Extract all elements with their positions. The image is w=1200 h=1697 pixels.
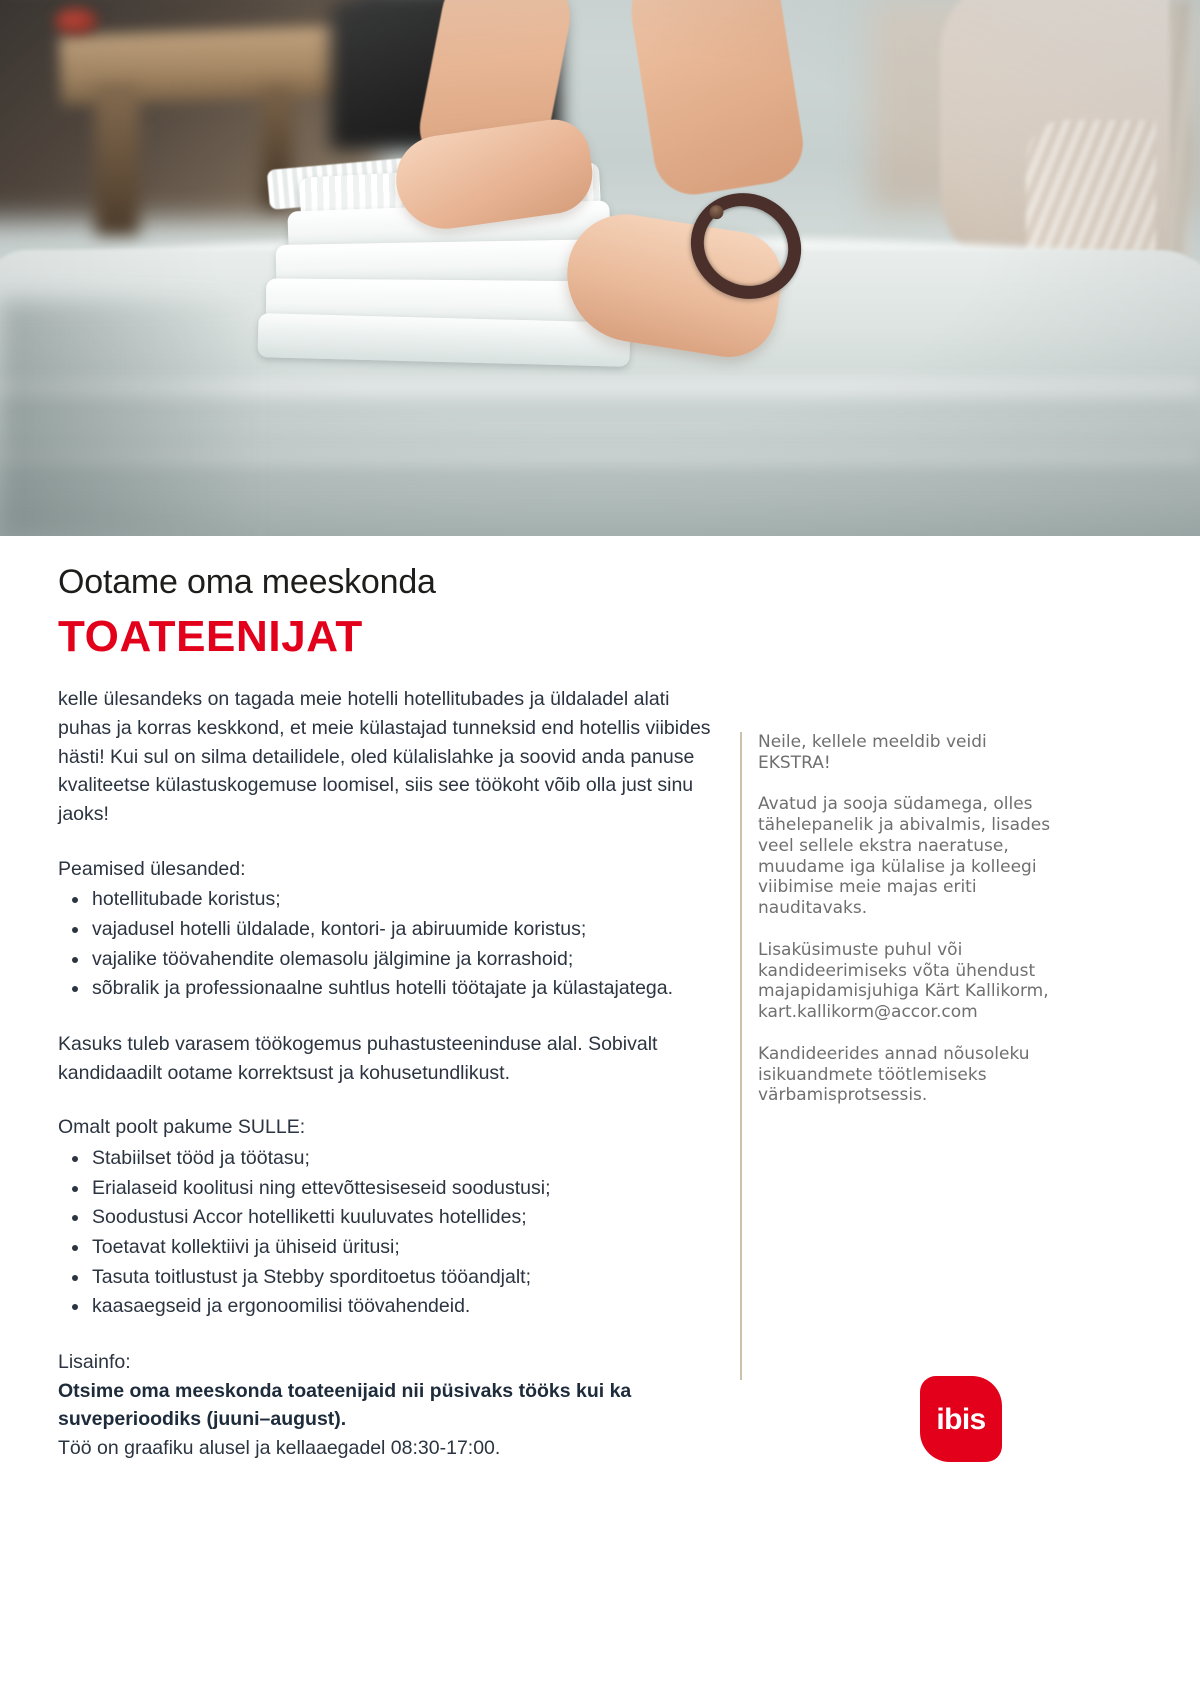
schedule-line: Töö on graafiku alusel ja kellaaegadel 08:30-17:00. [58,1436,501,1459]
expectations-paragraph: Kasuks tuleb varasem töökogemus puhastusteeninduse alal. Sobivalt kandidaadilt ootame korrektsust ja kohusetundlikust. [58,1032,658,1084]
sidebar-extra-heading: Neile, kellele meeldib veidi EKSTRA! [758,732,987,773]
sidebar-culture-paragraph: Avatud ja sooja südamega, olles tähelepanelik ja abivalmis, lisades veel sellele ekstra naeratuse, muudame iga külalise ja kolleegi viibimise meie majas eriti nauditavaks. [758,794,1051,919]
hero-vignette [0,0,1200,536]
page-title: TOATEENIJAT [58,612,363,662]
content-area [0,536,1200,1697]
spacer [58,829,718,855]
tasks-list [58,885,718,1004]
sidebar-column [758,732,1058,1106]
tasks-heading: Peamised ülesanded: [58,857,246,880]
spacer [758,919,1058,940]
hero-image [0,0,1200,536]
spacer [58,1087,718,1113]
spacer [758,1023,1058,1044]
spacer [758,773,1058,794]
offer-heading: Omalt poolt pakume SULLE: [58,1116,306,1139]
page-kicker: Ootame oma meeskonda [58,563,436,601]
ibis-logo [920,1376,1002,1462]
list-item: Erialaseid koolitusi ning ettevõttesiseseid soodustusi; [92,1174,718,1204]
offer-list [58,1144,718,1322]
spacer [58,1004,718,1030]
list-item: Toetavat kollektiivi ja ühiseid üritusi; [92,1233,718,1263]
spacer [58,1322,718,1348]
list-item: Soodustusi Accor hotelliketti kuuluvates hotellides; [92,1203,718,1233]
list-item: hotellitubade koristus; [92,885,718,915]
sidebar-contact-paragraph: Lisaküsimuste puhul või kandideerimiseks võta ühendust majapidamisjuhiga Kärt Kallikorm, kart.kallikorm@accor.com [758,939,1049,1023]
extra-info-bold: Otsime oma meeskonda toateenijaid nii püsivaks tööks kui ka suveperioodiks (juuni–august). [58,1379,632,1431]
list-item: vajadusel hotelli üldalade, kontori- ja abiruumide koristus; [92,915,718,945]
ibis-logo-text: ibis [936,1403,986,1436]
list-item: vajalike töövahendite olemasolu jälgimine ja korrashoid; [92,945,718,975]
list-item: Tasuta toitlustust ja Stebby sporditoetus tööandjalt; [92,1263,718,1293]
list-item: kaasaegseid ja ergonoomilisi töövahendeid. [92,1292,718,1322]
extra-info-label: Lisainfo: [58,1350,131,1373]
list-item: Stabiilset tööd ja töötasu; [92,1144,718,1174]
main-column [58,564,718,1462]
intro-paragraph: kelle ülesandeks on tagada meie hotelli hotellitubades ja üldaladel alati puhas ja korras keskkond, et meie külastajad tunneksid end hotellis viibides hästi! Kui sul on silma detailidele, oled külalislahke ja soovid anda panuse kvaliteetse külastuskogemuse loomisel, siis see töökoht võib olla just sinu jaoks! [58,688,711,826]
sidebar-consent-paragraph: Kandideerides annad nõusoleku isikuandmete töötlemiseks värbamisprotsessis. [758,1043,1030,1106]
list-item: sõbralik ja professionaalne suhtlus hotelli töötajate ja külastajatega. [92,974,718,1004]
column-divider [740,732,742,1380]
